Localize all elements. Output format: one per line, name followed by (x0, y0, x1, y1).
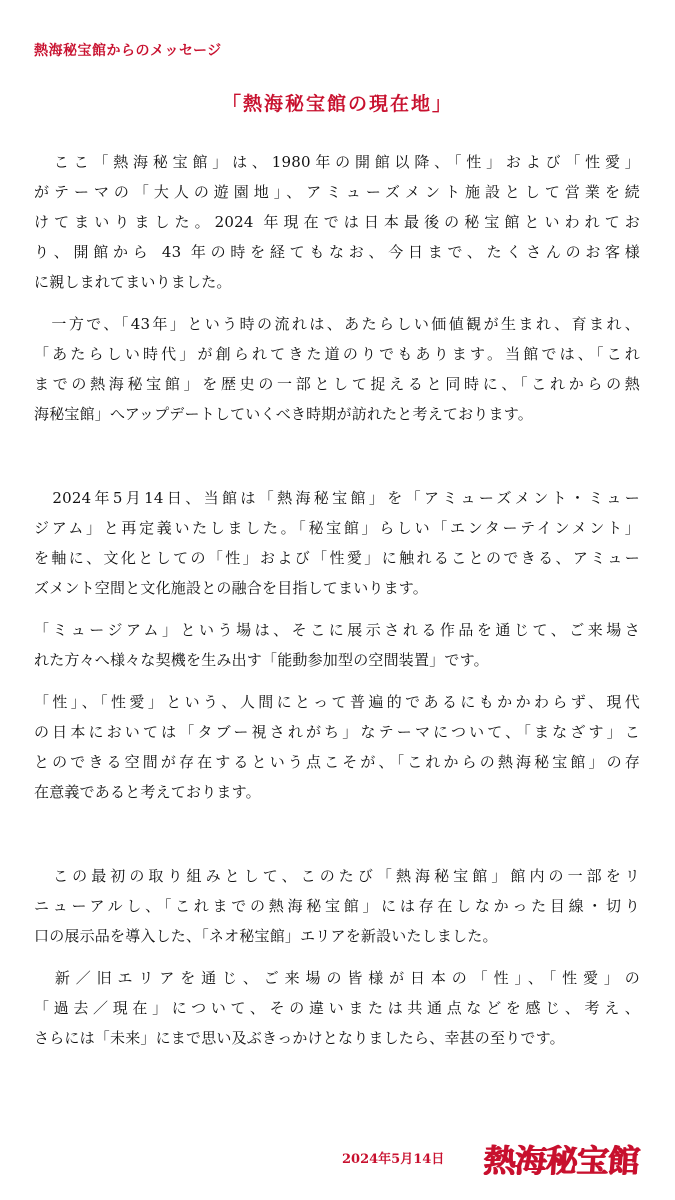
document-title: 「熱海秘宝館の現在地」 (221, 93, 453, 115)
body-line: 海秘宝館」へアップデートしていくべき時期が訪れたと考えております。 (34, 405, 533, 423)
body-line: 「過去／現在」について、その違いまたは共通点などを感じ、考え、 (34, 999, 640, 1017)
body-line: の日本においては「タブー視されがち」なテーマについて、「まなざす」こ (34, 723, 640, 741)
body-line: がテーマの「大人の遊園地」、アミューズメント施設として営業を続 (34, 183, 640, 201)
body-line: この最初の取り組みとして、このたび「熱海秘宝館」館内の一部をリ (34, 867, 640, 885)
body-line: に親しまれてまいりました。 (34, 273, 232, 291)
body-line: 在意義であると考えております。 (34, 783, 261, 801)
body-line: ニューアルし、「これまでの熱海秘宝館」には存在しなかった目線・切り (34, 897, 640, 915)
brand-logo: 熱海秘宝館 (482, 1142, 641, 1180)
body-line: 2024年5月14日、当館は「熱海秘宝館」を「アミューズメント・ミュー (34, 489, 640, 507)
body-line: ジアム」と再定義いたしました。「秘宝館」らしい「エンターテインメント」 (34, 519, 640, 537)
body-line: けてまいりました。2024 年現在では日本最後の秘宝館といわれてお (34, 213, 640, 231)
body-line: 口の展示品を導入した、「ネオ秘宝館」エリアを新設いたしました。 (34, 927, 498, 945)
body-line: 一方で、「43年」という時の流れは、あたらしい価値観が生まれ、育まれ、 (34, 315, 640, 333)
body-line: 「ミュージアム」という場は、そこに展示される作品を通じて、ご来場さ (34, 621, 640, 639)
body-line: 「性」、「性愛」という、人間にとって普遍的であるにもかかわらず、現代 (34, 693, 640, 711)
body-line: ズメント空間と文化施設との融合を目指してまいります。 (34, 579, 429, 597)
body-line: り、開館から 43 年の時を経てもなお、今日まで、たくさんのお客様 (34, 243, 640, 261)
body-line: とのできる空間が存在するという点こそが、「これからの熱海秘宝館」の存 (34, 753, 640, 771)
body-line: までの熱海秘宝館」を歴史の一部として捉えると同時に、「これからの熱 (34, 375, 640, 393)
body-line: 「あたらしい時代」が創られてきた道のりでもあります。当館では、「これ (34, 345, 640, 363)
body-line: ここ「熱海秘宝館」は、1980年の開館以降、「性」および「性愛」 (34, 153, 640, 171)
body-line: 新／旧エリアを通じ、ご来場の皆様が日本の「性」、「性愛」の (34, 969, 640, 987)
body-line: れた方々へ様々な契機を生み出す「能動参加型の空間装置」です。 (34, 651, 489, 669)
body-line: を軸に、文化としての「性」および「性愛」に触れることのできる、アミュー (34, 549, 640, 567)
body-line: さらには「未来」にまで思い及ぶきっかけとなりましたら、幸甚の至りです。 (34, 1029, 565, 1047)
footer-date: 2024年5月14日 (342, 1152, 445, 1167)
message-header-label: 熱海秘宝館からのメッセージ (34, 43, 222, 59)
